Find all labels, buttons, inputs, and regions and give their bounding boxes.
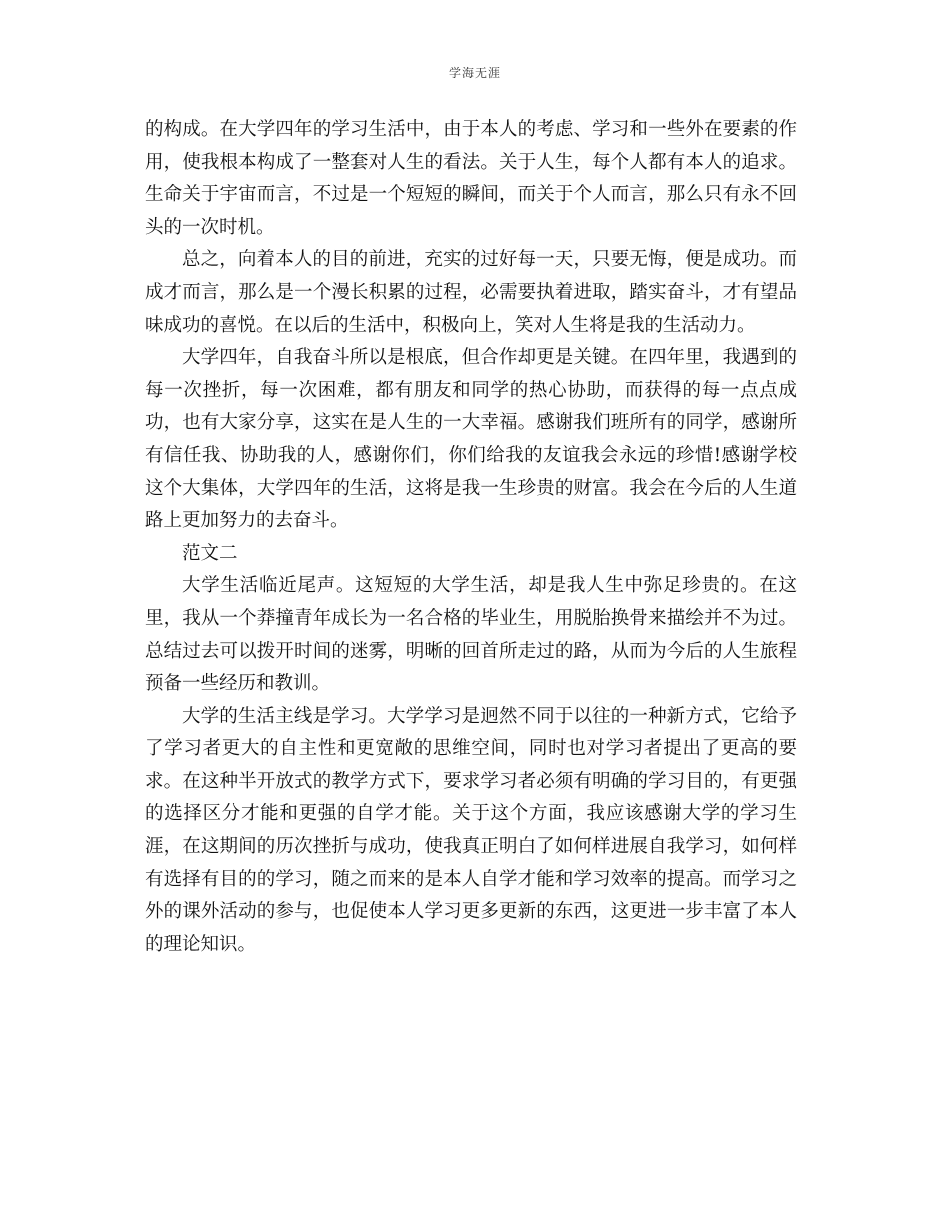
paragraph: 的构成。在大学四年的学习生活中，由于本人的考虑、学习和一些外在要素的作用，使我根本构成了一整套对人生的看法。关于人生，每个人都有本人的追求。生命关于宇宙而言，不过是一个短短的瞬间，而关于个人而言，那么只有永不回头的一次时机。	[145, 119, 797, 238]
paragraph: 总之，向着本人的目的前进，充实的过好每一天，只要无悔，便是成功。而成才而言，那么是一个漫长积累的过程，必需要执着进取，踏实奋斗，才有望品味成功的喜悦。在以后的生活中，积极向上，笑对人生将是我的生活动力。	[145, 249, 797, 336]
paragraph: 大学生活临近尾声。这短短的大学生活，却是我人生中弥足珍贵的。在这里，我从一个莽撞青年成长为一名合格的毕业生，用脱胎换骨来描绘并不为过。总结过去可以拨开时间的迷雾，明晰的回首所走过的路，从而为今后的人生旅程预备一些经历和教训。	[145, 575, 797, 695]
section-heading: 范文二	[182, 542, 238, 564]
page-header-title: 学海无涯	[448, 66, 501, 80]
paragraph: 大学四年，自我奋斗所以是根底，但合作却更是关键。在四年里，我遇到的每一次挫折，每一次困难，都有朋友和同学的热心协助，而获得的每一点点成功，也有大家分享，这实在是人生的一大幸福。感谢我们班所有的同学，感谢所有信任我、协助我的人，感谢你们，你们给我的友谊我会永远的珍惜!感谢学校这个大集体，大学四年的生活，这将是我一生珍贵的财富。我会在今后的人生道路上更加努力的去奋斗。	[145, 347, 797, 532]
document-body	[145, 114, 797, 961]
paragraph: 大学的生活主线是学习。大学学习是迥然不同于以往的一种新方式，它给予了学习者更大的自主性和更宽敞的思维空间，同时也对学习者提出了更高的要求。在这种半开放式的教学方式下，要求学习者必须有明确的学习目的，有更强的选择区分才能和更强的自学才能。关于这个方面，我应该感谢大学的学习生涯，在这期间的历次挫折与成功，使我真正明白了如何样进展自我学习，如何样有选择有目的的学习，随之而来的是本人自学才能和学习效率的提高。而学习之外的课外活动的参与，也促使本人学习更多更新的东西，这更进一步丰富了本人的理论知识。	[145, 705, 797, 955]
